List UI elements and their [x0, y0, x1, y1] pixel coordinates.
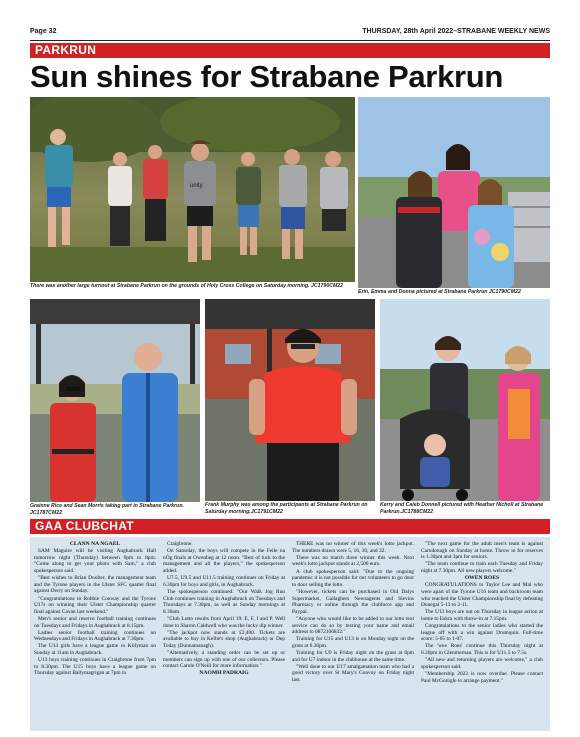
headline: Sun shines for Strabane Parkrun: [30, 59, 504, 94]
body-paragraph: "The next game for the adult men's team is against Carndonagh on Sunday at home. Throw in for reserves is 1.30pm and 3pm for seniors.: [421, 541, 543, 561]
body-paragraph: The U14 girls have a league game vs Killyman on Sunday at 11am in Aughabrack.: [34, 643, 156, 657]
caption-photo-1: There was another large turnout at Strabane Parkrun on the grounds of Holy Cross College on Saturday morning. JC1790CM22: [30, 283, 344, 289]
caption-photo-3: Grainne Rice and Sean Morris taking part in Strabane Parkrun. JC1787CM22: [30, 503, 184, 516]
body-paragraph: The spokesperson continued: "Our Walk Jog Run Club continues training in Aughabrack on Tuesdays and Thursdays at 7.30pm, as well as Sunday mornings at 8.30am.: [163, 588, 285, 615]
body-paragraph: The U13 boys are out on Thursday in league action at home to Eskra with throw-in at 7.15pm.: [421, 609, 543, 622]
page-number: Page 32: [30, 28, 57, 35]
body-paragraph: Ladies senior football training continues on Wednesdays and Fridays in Aughabrack at 7.30pm.: [34, 629, 156, 643]
body-paragraph: U13 boys training continues in Craigbrone from 7pm to 8.30pm. The U15 boys have a league game on Thursday against Ballymagrigan at 7pm in: [34, 657, 156, 677]
body-paragraph: A club spokesperson said: "Due to the ongoing pandemic it is not possible for our volunteers to go door to door selling the lotto.: [292, 568, 414, 588]
body-paragraph: Training for U9 is Friday night on the grass at 6pm and for U7 indoor in the clubhouse at the same time.: [292, 650, 414, 663]
caption-photo-2: Erin, Emma and Donna pictured at Strabane Parkrun JC1790CM22: [358, 289, 521, 295]
body-paragraph: "The team continue to train each Tuesday and Friday night at 7.30pm. All new players welcome.": [421, 561, 543, 574]
page-folio: [30, 26, 550, 41]
body-paragraph: Men's senior and reserve football training continues on Tuesdays and Fridays in Aughabrack at 8.15pm.: [34, 615, 156, 629]
body-paragraph: The 'wee Roes' continue this Thursday night at 6.30pm in Glenmornan. This is for U11.5 to 7.5s.: [421, 643, 543, 657]
photo-grainne-sean: [30, 299, 200, 502]
body-paragraph: "The jackpot now stands at £2,400. Tickets are available to buy in Kellie's shop (Aughabrack) or Dep Today (Dunnamanagh).: [163, 629, 285, 649]
gaa-clubchat-body: [30, 537, 550, 731]
club-subheading: NAOMH PADRAIG: [199, 670, 249, 677]
photo-runners-group: [30, 97, 355, 282]
club-subheading: OWEN ROES: [464, 575, 500, 582]
body-paragraph: Congratulations to the senior ladies who started the league off with a win against Drumquin. Full-time score: 5-05 to 1-07.: [421, 623, 543, 643]
body-paragraph: SAM Maguire will be visiting Aughabrack Hall tomorrow night (Thursday) between 6pm to 8pm. "Come along to get your photo with Sam," a club spokesperson said.: [34, 548, 156, 574]
photo-kerry-caleb-heather: [380, 299, 550, 501]
body-paragraph: "Well done to our U17 amalgamation team who had a good victory over St Mary's Convoy on Friday night last.: [292, 663, 414, 684]
body-paragraph: There was no match three winner this week. Next week's lotto jackpot stands at 2,500 euro.: [292, 554, 414, 568]
body-paragraph: U7.5, U9.5 and U11.5 training continues on Friday at 6.30pm for boys and girls, in Aughabrack.: [163, 575, 285, 588]
body-paragraph: "Anyone who would like to be added to our lotto text service can do so by texting your name and email address to 0872106832.": [292, 615, 414, 636]
text-column-4: [421, 541, 543, 685]
body-paragraph: CONGRATULATIONS to Taylor Lee and Mal who were apart of the Tyrone U16 team and backroom team who reached the Ulster Championship final by defeating Donegal 5-13 to 2-11.: [421, 582, 544, 609]
caption-photo-5: Kerry and Caleb Donnell pictured with Heather Nicholl at Strabane Parkrun.JC1788CM22: [380, 502, 544, 515]
text-column-1: [34, 541, 156, 678]
body-paragraph: Training for U15 and U13 is on Monday night on the grass at 6.30pm.: [292, 636, 414, 649]
body-paragraph: "Alternatively, a standing order can be set up or members can sign up with one of our collectors. Please contact Carole O'Neill for more information.": [163, 650, 285, 670]
body-paragraph: On Saturday, the boys will compete in the Feile na nÓg finals at Owenbeg at 12 noon. "Best of luck to the management and all the players," the spokesperson added.: [163, 548, 285, 574]
body-paragraph: "All new and returning players are welcome," a club spokesperson said.: [421, 657, 543, 670]
text-column-3: [292, 541, 414, 684]
section-header-gaa-clubchat: GAA CLUBCHAT: [30, 519, 550, 534]
body-paragraph: "Best wishes to Brian Doolter, the management team and the Tyrone players in the Ulster SFC quarter final against Derry on Sunday.: [34, 575, 156, 595]
caption-photo-4: Frank Murphy was among the participants at Strabane Parkrun on Saturday morning.JC1791CM22: [205, 502, 368, 515]
section-header-parkrun: PARKRUN: [30, 43, 550, 58]
photo-frank-murphy: [205, 299, 375, 501]
body-paragraph: "Membership 2022 is now overdue. Please contact Paul McGonigle to arrange payment.": [421, 671, 543, 684]
body-paragraph: "Club Lotto results from April 19: E, F, I and P. Well done to Sharon Caldwell who was the lucky dip winner.: [163, 615, 285, 629]
text-column-2: [163, 541, 285, 678]
photo-erin-emma-donna: [358, 97, 550, 288]
body-paragraph: "However, tickets can be purchased in Old Dalys Supermarket, Gallaghers Newsagents and Slevins Pharmacy or online through the clubforce app and Paypal.: [292, 588, 414, 615]
dateline: THURSDAY, 28th April 2022–STRABANE WEEKLY NEWS: [362, 28, 550, 35]
runner-shirt-text: unity: [190, 183, 203, 189]
body-paragraph: "Congratulations to Robbie Conway and the Tyrone U17s on winning their Ulster Championship quarter final against Cavan last weekend.": [34, 595, 156, 615]
body-paragraph: THERE was no winner of this week's lotto jackpot. The numbers drawn were 5, 16, 30, and 32.: [292, 541, 414, 554]
body-paragraph: Craigbrone.: [167, 541, 193, 547]
club-subheading: CLANN NA NGAEL: [69, 541, 121, 547]
